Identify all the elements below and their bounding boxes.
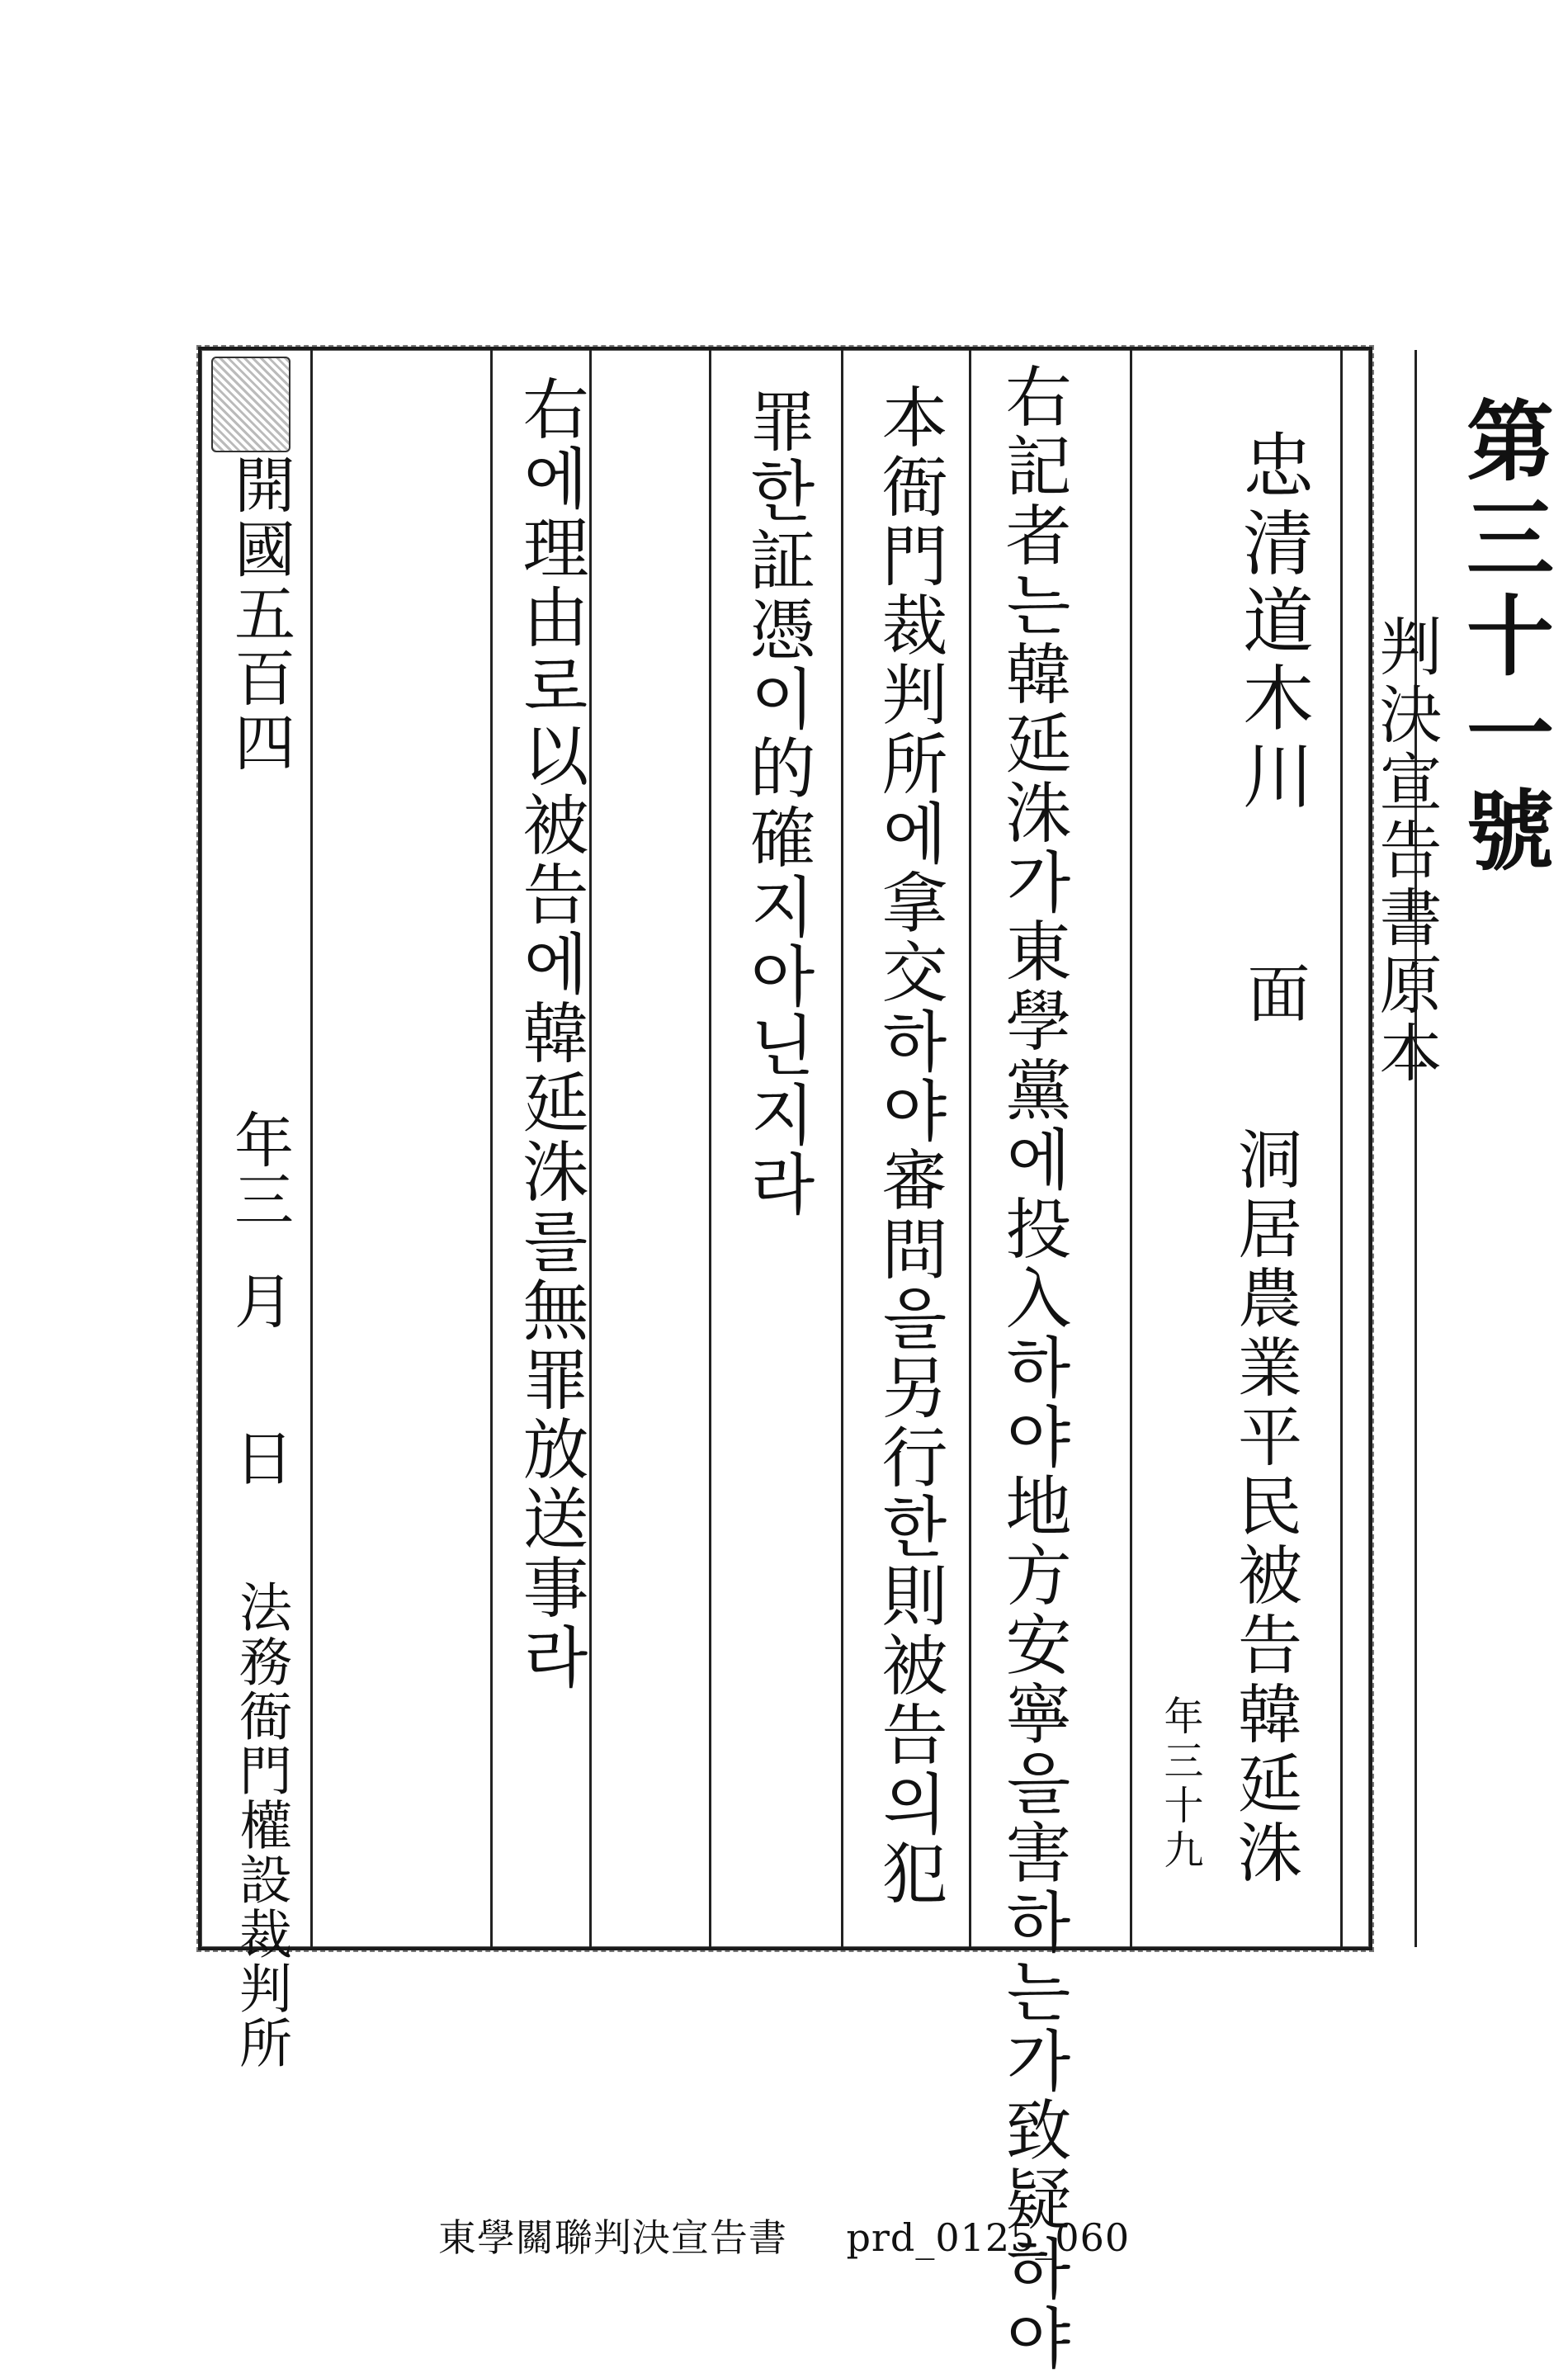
day-mark: 日 [224, 1427, 294, 1487]
column-rule [310, 350, 313, 1947]
column-rule [1130, 350, 1132, 1947]
column-rule [841, 350, 843, 1947]
defendant-age: 年三十九 [1157, 1695, 1203, 1874]
document-subtitle: 判決宣告書原本 [1369, 614, 1443, 1088]
face-mark: 面 [1237, 961, 1311, 1023]
defendant-place: 忠清道木川 [1230, 428, 1313, 816]
image-id: prd_0125_060 [846, 2215, 1131, 2260]
court-name: 法務衙門權設裁判所 [230, 1580, 291, 2070]
column-rule [1415, 350, 1417, 1947]
page-caption [0, 2208, 1568, 2262]
column-rule [969, 350, 971, 1947]
body-line: 罪한証憑이的確지아닌지라 [739, 387, 815, 1219]
column-rule [1340, 350, 1343, 1947]
defendant-status: 洞居農業平民被告韓延洙 [1227, 1126, 1301, 1888]
case-number-title: 第三十一號 [1452, 395, 1556, 882]
body-line: 本衙門裁判所에拿交하야審問을另行한則被告의犯 [871, 383, 947, 1908]
body-line: 右記者는韓延洙가東學黨에投入하야地方安寧을害하는가致疑하야 [994, 362, 1071, 2373]
seal-stamp [211, 357, 290, 452]
column-rule [709, 350, 711, 1947]
body-line: 右에理由로以被告에韓延洙를無罪放送事라 [512, 375, 588, 1692]
date-prefix: 開國五百四 [224, 453, 295, 775]
year-mark: 年三 [224, 1109, 294, 1228]
collection-title: 東學關聯判決宣告書 [437, 2215, 787, 2260]
column-rule [490, 350, 493, 1947]
month-mark: 月 [224, 1270, 294, 1330]
